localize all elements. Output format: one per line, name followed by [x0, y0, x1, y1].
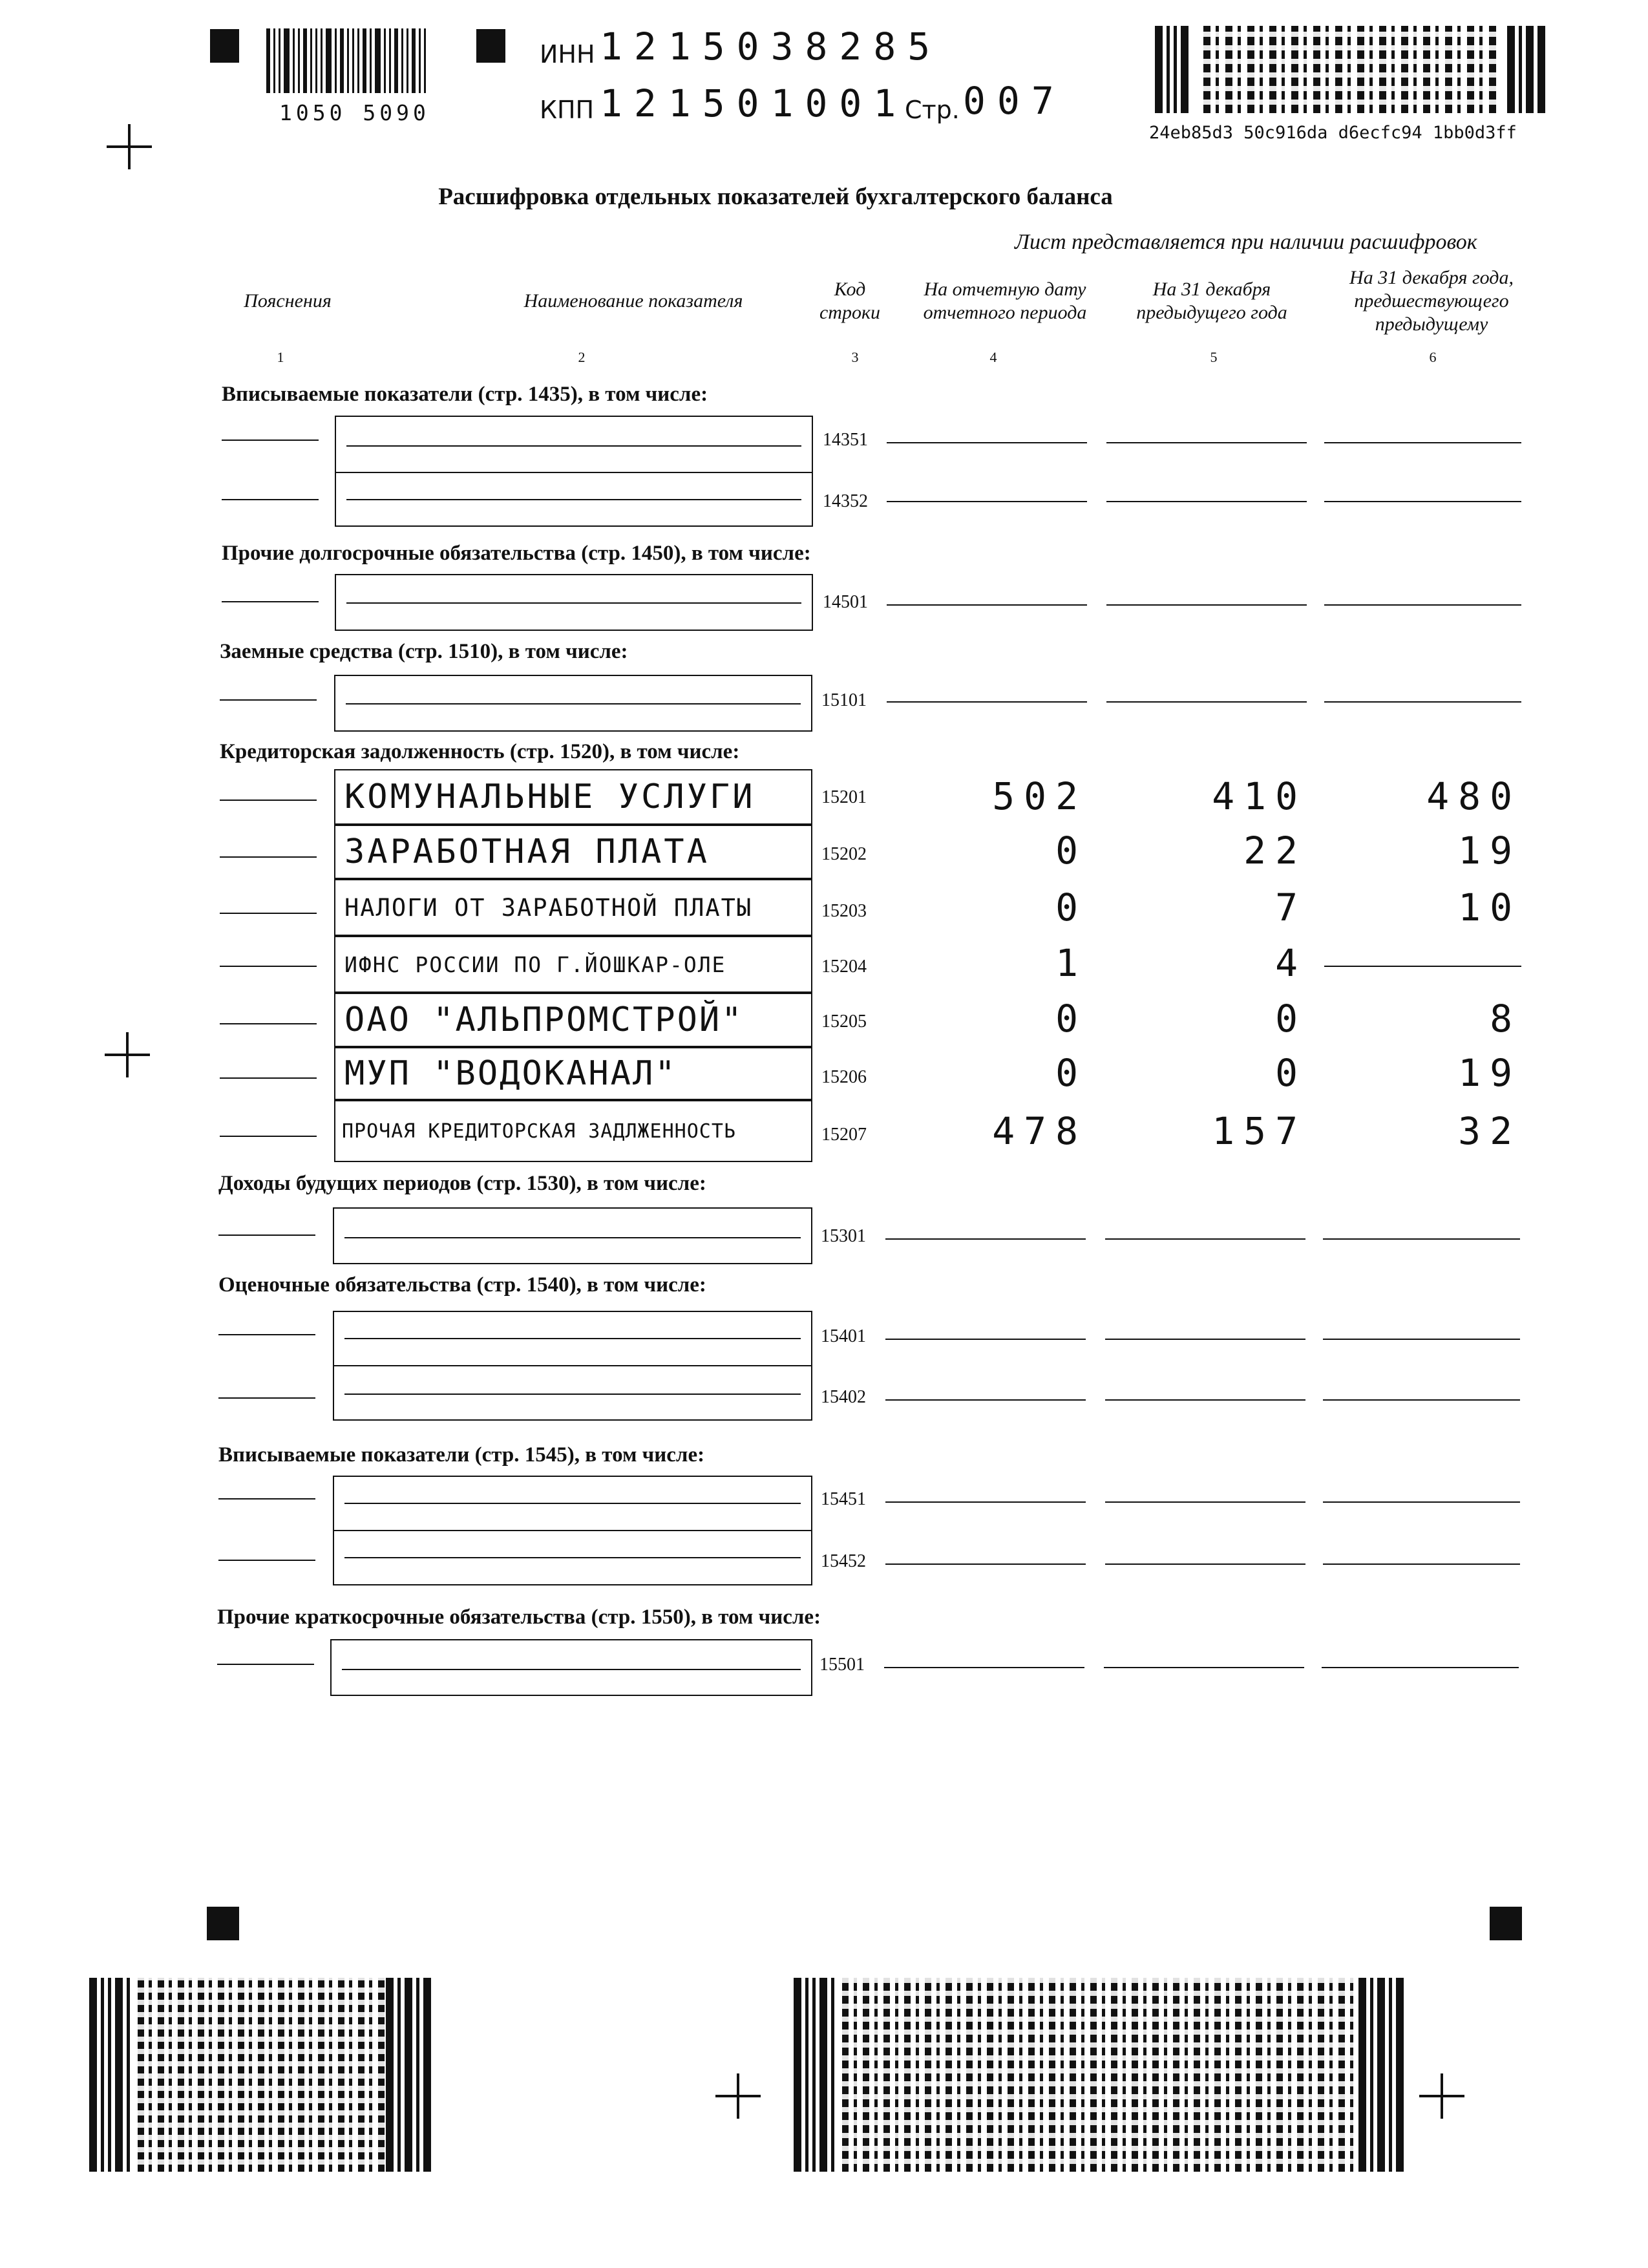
value-reporting: 1	[1055, 941, 1087, 985]
col-header-year-before	[1312, 266, 1551, 336]
value-line	[1106, 501, 1307, 502]
bottom-left-2d-barcode	[89, 1978, 435, 2172]
indicator-name: ЗАРАБОТНАЯ ПЛАТА	[334, 825, 812, 879]
indicator-name-box	[333, 1476, 812, 1531]
col-header-indicator-name: Наименование показателя	[523, 290, 743, 312]
value-reporting: 478	[992, 1109, 1087, 1153]
section-heading: Вписываемые показатели (стр. 1435), в том числе:	[222, 383, 708, 406]
col-number: 5	[1210, 349, 1218, 365]
barcode	[266, 28, 429, 93]
value-line	[1105, 1563, 1305, 1565]
value-line	[1324, 701, 1521, 703]
line-code: 14352	[823, 491, 868, 511]
explanation-line	[220, 1023, 317, 1024]
value-line	[885, 1339, 1086, 1340]
explanation-line	[222, 499, 319, 500]
alignment-marker	[1490, 1907, 1522, 1940]
value-line	[885, 1501, 1086, 1503]
explanation-line	[220, 913, 317, 914]
col-header-line-code-bottom: строки	[819, 302, 880, 323]
kpp-label: КПП	[540, 96, 595, 124]
section-heading: Кредиторская задолженность (стр. 1520), в том числе:	[220, 740, 740, 763]
indicator-name: НАЛОГИ ОТ ЗАРАБОТНОЙ ПЛАТЫ	[334, 879, 812, 936]
value-reporting: 0	[1055, 1051, 1087, 1095]
alignment-marker	[207, 1907, 239, 1940]
value-line	[1323, 1399, 1520, 1401]
line-code: 15501	[819, 1655, 865, 1675]
value-prev-year: 410	[1212, 774, 1307, 818]
value-line	[1105, 1238, 1305, 1240]
indicator-name: МУП "ВОДОКАНАЛ"	[334, 1047, 812, 1100]
explanation-line	[220, 966, 317, 967]
value-prev-year: 157	[1212, 1109, 1307, 1153]
col-header-line-code	[808, 278, 892, 324]
value-reporting: 0	[1055, 885, 1087, 929]
line-code: 15401	[821, 1326, 866, 1346]
indicator-name-box	[333, 1530, 812, 1585]
page-label: Стр.	[905, 96, 960, 124]
explanation-line	[220, 699, 317, 701]
indicator-name: КОМУНАЛЬНЫЕ УСЛУГИ	[334, 769, 812, 825]
value-prev-year: 7	[1275, 885, 1307, 929]
value-line	[1106, 604, 1307, 606]
explanation-line	[217, 1664, 314, 1665]
explanation-line	[218, 1560, 315, 1561]
bottom-right-2d-barcode	[794, 1978, 1408, 2172]
value-line	[887, 501, 1087, 502]
value-line	[1323, 1501, 1520, 1503]
col-header-explanations: Пояснения	[244, 290, 332, 312]
top-right-2d-barcode	[1155, 26, 1549, 113]
barcode-digits: 1050 5090	[279, 100, 430, 125]
value-line	[887, 442, 1087, 443]
section-heading: Заемные средства (стр. 1510), в том числе:	[220, 640, 628, 663]
section-heading: Оценочные обязательства (стр. 1540), в том числе:	[218, 1273, 706, 1297]
note-text: Лист представляется при наличии расшифровок	[1015, 230, 1477, 254]
indicator-name-box	[333, 1365, 812, 1421]
value-line	[1324, 501, 1521, 502]
value-line	[887, 701, 1087, 703]
explanation-line	[218, 1397, 315, 1399]
value-year-before: 32	[1458, 1109, 1521, 1153]
col-header-prev-year	[1105, 278, 1318, 324]
value-year-before: 8	[1490, 997, 1521, 1041]
line-code: 15205	[821, 1012, 867, 1032]
value-reporting: 0	[1055, 997, 1087, 1041]
section-heading: Доходы будущих периодов (стр. 1530), в том числе:	[218, 1172, 706, 1195]
value-year-before: 10	[1458, 885, 1521, 929]
line-code: 15202	[821, 844, 867, 864]
value-line	[1104, 1667, 1304, 1668]
registration-cross	[715, 2073, 761, 2119]
section-heading: Прочие краткосрочные обязательства (стр. 1550), в том числе:	[217, 1606, 821, 1629]
alignment-marker	[476, 29, 505, 63]
line-code: 15204	[821, 957, 867, 977]
value-prev-year: 4	[1275, 941, 1307, 985]
value-reporting: 0	[1055, 829, 1087, 873]
line-code: 14501	[823, 592, 868, 612]
line-code: 14351	[823, 430, 868, 450]
indicator-name-box	[330, 1639, 812, 1696]
col-header-year-before-line3: предыдущему	[1375, 313, 1488, 335]
value-line	[1105, 1501, 1305, 1503]
indicator-name-box	[335, 574, 813, 631]
value-line	[1105, 1399, 1305, 1401]
line-code: 15201	[821, 787, 867, 807]
explanation-line	[222, 601, 319, 602]
value-line	[1324, 442, 1521, 443]
col-header-reporting-date	[898, 278, 1112, 324]
value-line	[1323, 1339, 1520, 1340]
value-line	[1323, 1238, 1520, 1240]
explanation-line	[220, 856, 317, 858]
line-code: 15203	[821, 901, 867, 921]
value-line	[885, 1399, 1086, 1401]
indicator-name-box	[334, 675, 812, 732]
page-title: Расшифровка отдельных показателей бухгалтерского баланса	[438, 184, 1113, 210]
value-line	[885, 1238, 1086, 1240]
kpp-value: 121501001	[600, 81, 908, 125]
col-header-line-code-top: Код	[834, 279, 866, 300]
indicator-name-box	[333, 1311, 812, 1366]
col-header-prev-year-top: На 31 декабря	[1152, 279, 1271, 300]
explanation-line	[220, 1077, 317, 1079]
value-line	[1322, 1667, 1519, 1668]
indicator-name: ИФНС РОССИИ ПО Г.ЙОШКАР-ОЛЕ	[334, 936, 812, 993]
inn-value: 1215038285	[600, 25, 942, 69]
inn-label: ИНН	[540, 40, 595, 69]
col-header-reporting-date-bottom: отчетного периода	[923, 302, 1087, 323]
value-line	[887, 604, 1087, 606]
col-header-year-before-line2: предшествующего	[1354, 290, 1509, 312]
line-code: 15301	[821, 1226, 866, 1246]
value-line	[1106, 442, 1307, 443]
section-heading: Прочие долгосрочные обязательства (стр. 1450), в том числе:	[222, 542, 811, 565]
registration-cross	[105, 1032, 150, 1077]
col-number: 6	[1429, 349, 1437, 365]
col-number: 4	[989, 349, 997, 365]
explanation-line	[218, 1235, 315, 1236]
indicator-name-box	[335, 472, 813, 527]
indicator-name-box	[335, 416, 813, 473]
line-code: 15451	[821, 1489, 866, 1509]
col-number: 2	[578, 349, 586, 365]
value-line	[1105, 1339, 1305, 1340]
value-prev-year: 0	[1275, 1051, 1307, 1095]
explanation-line	[220, 800, 317, 801]
explanation-line	[218, 1334, 315, 1335]
col-header-year-before-line1: На 31 декабря года,	[1349, 267, 1514, 288]
indicator-name: ОАО "АЛЬПРОМСТРОЙ"	[334, 993, 812, 1047]
section-heading: Вписываемые показатели (стр. 1545), в том числе:	[218, 1443, 705, 1467]
line-code: 15206	[821, 1067, 867, 1087]
value-line	[1323, 1563, 1520, 1565]
indicator-name: ПРОЧАЯ КРЕДИТОРСКАЯ ЗАДЛЖЕННОСТЬ	[334, 1100, 812, 1162]
value-line	[1324, 604, 1521, 606]
value-prev-year: 0	[1275, 997, 1307, 1041]
col-header-reporting-date-top: На отчетную дату	[924, 279, 1086, 300]
line-code: 15402	[821, 1387, 866, 1407]
page-number: 007	[963, 79, 1066, 123]
line-code: 15207	[821, 1125, 867, 1145]
col-number: 3	[851, 349, 859, 365]
value-year-before: 19	[1458, 1051, 1521, 1095]
document-hash: 24eb85d3 50c916da d6ecfc94 1bb0d3ff	[1149, 123, 1517, 143]
registration-cross	[107, 124, 152, 169]
col-number: 1	[277, 349, 284, 365]
value-reporting: 502	[992, 774, 1087, 818]
registration-cross	[1419, 2073, 1464, 2119]
indicator-name-box	[333, 1207, 812, 1264]
value-line-empty	[1324, 966, 1521, 967]
alignment-marker	[210, 29, 239, 63]
value-line	[884, 1667, 1084, 1668]
value-prev-year: 22	[1243, 829, 1307, 873]
explanation-line	[222, 440, 319, 441]
value-line	[885, 1563, 1086, 1565]
value-line	[1106, 701, 1307, 703]
line-code: 15452	[821, 1551, 866, 1571]
line-code: 15101	[821, 690, 867, 710]
value-year-before: 480	[1426, 774, 1521, 818]
value-year-before: 19	[1458, 829, 1521, 873]
explanation-line	[220, 1136, 317, 1137]
explanation-line	[218, 1498, 315, 1500]
col-header-prev-year-bottom: предыдущего года	[1136, 302, 1287, 323]
